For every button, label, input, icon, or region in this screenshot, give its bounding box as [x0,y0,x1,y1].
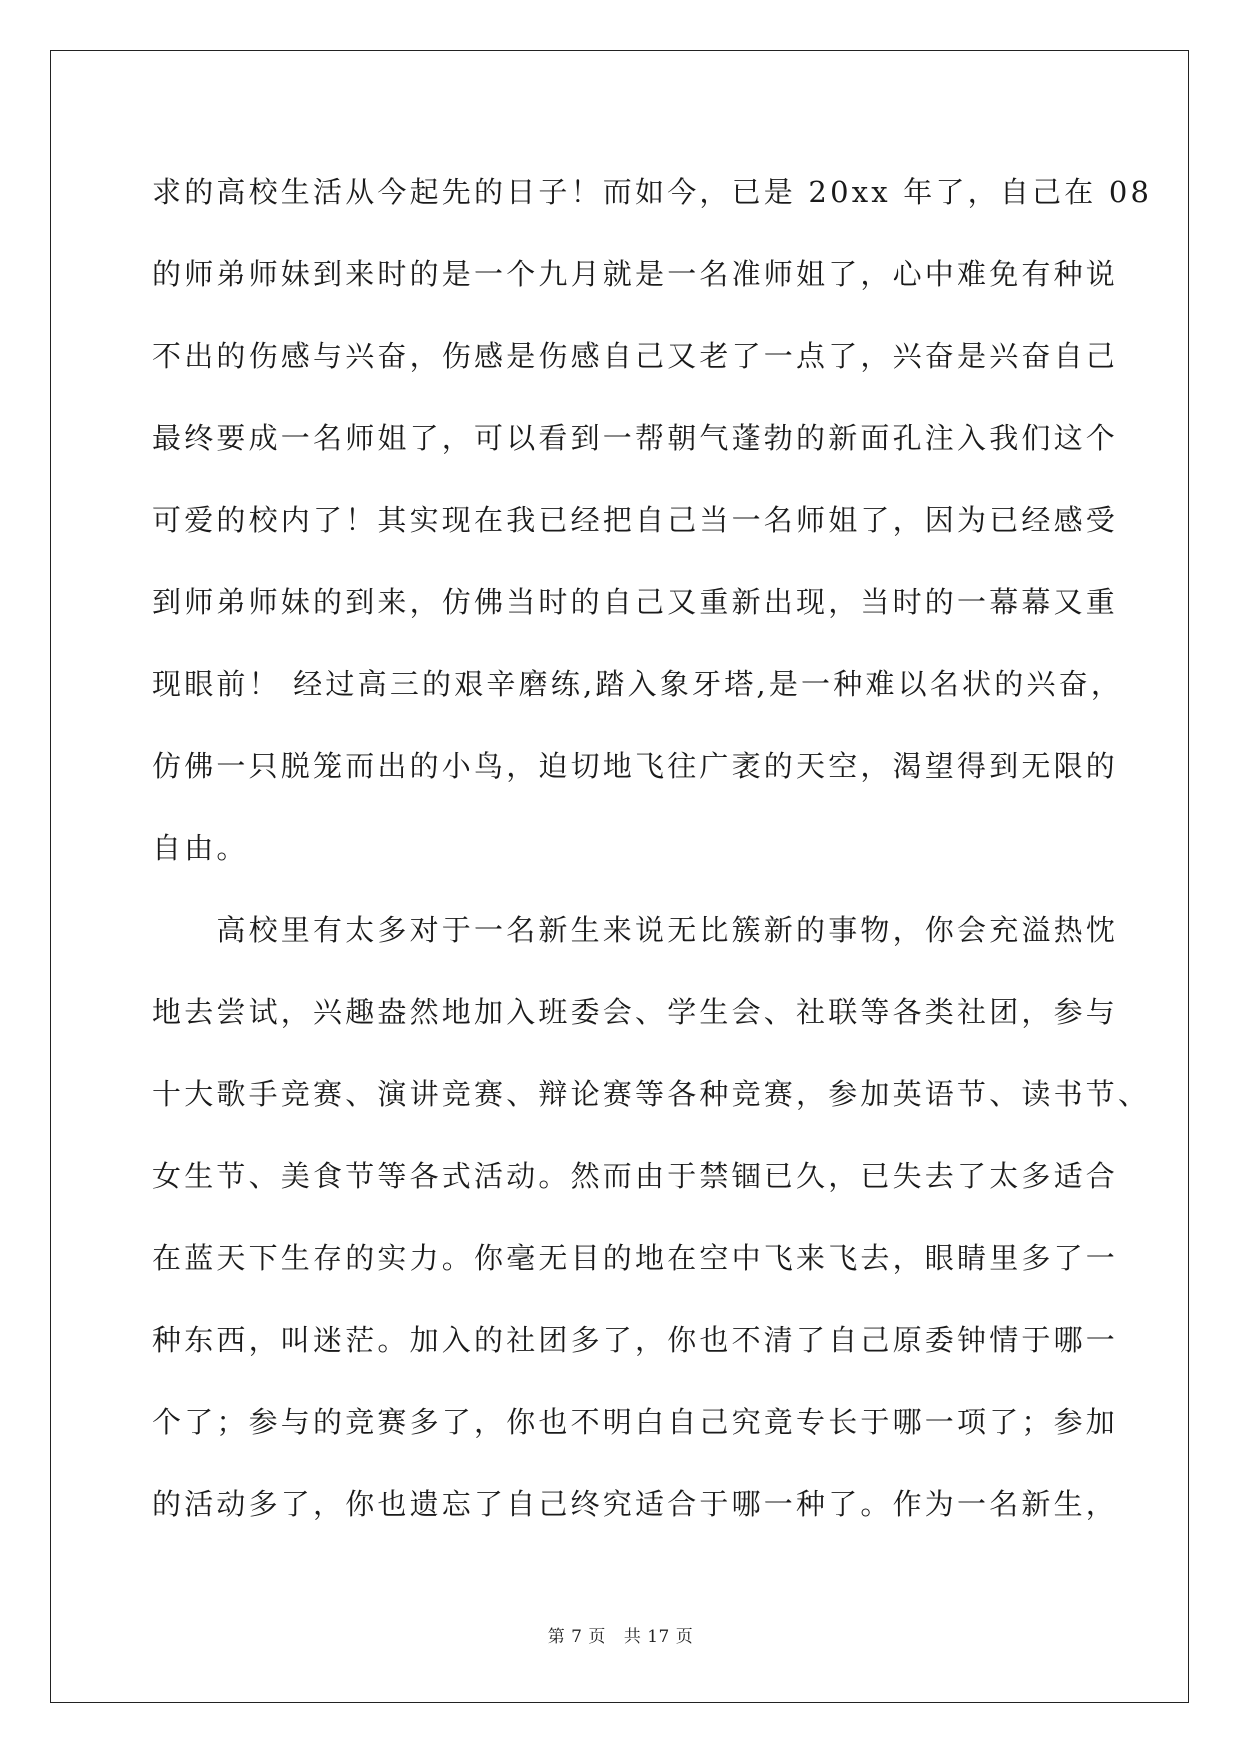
text-line: 求的高校生活从今起先的日子！而如今，已是 20xx 年了，自己在 08 [152,175,1153,209]
text-line: 女生节、美食节等各式活动。然而由于禁锢已久，已失去了太多适合 [152,1159,1119,1193]
text-line: 可爱的校内了！其实现在我已经把自己当一名师姐了，因为已经感受 [152,503,1119,537]
page-footer [0,1622,1241,1647]
text-line: 高校里有太多对于一名新生来说无比簇新的事物，你会充溢热忱 [152,913,1119,947]
text-line: 地去尝试，兴趣盎然地加入班委会、学生会、社联等各类社团，参与 [152,995,1119,1029]
document-body [152,162,1153,1556]
text-line: 在蓝天下生存的实力。你毫无目的地在空中飞来飞去，眼睛里多了一 [152,1241,1119,1275]
page-number-current: 第 7 页 [547,1627,606,1647]
text-line: 种东西，叫迷茫。加入的社团多了，你也不清了自己原委钟情于哪一 [152,1323,1119,1357]
text-line: 仿佛一只脱笼而出的小鸟，迫切地飞往广袤的天空，渴望得到无限的 [152,749,1119,783]
text-line: 不出的伤感与兴奋，伤感是伤感自己又老了一点了，兴奋是兴奋自己 [152,339,1119,373]
page-number-total: 共 17 页 [623,1627,694,1647]
text-line: 到师弟师妹的到来，仿佛当时的自己又重新出现，当时的一幕幕又重 [152,585,1119,619]
text-line: 十大歌手竞赛、演讲竞赛、辩论赛等各种竞赛，参加英语节、读书节、 [152,1077,1151,1111]
text-line: 个了；参与的竞赛多了，你也不明白自己究竟专长于哪一项了；参加 [152,1405,1119,1439]
text-line: 自由。 [152,831,249,865]
text-line: 现眼前！ 经过高三的艰辛磨练,踏入象牙塔,是一种难以名状的兴奋， [152,667,1124,701]
text-line: 的师弟师妹到来时的是一个九月就是一名准师姐了，心中难免有种说 [152,257,1119,291]
text-line: 最终要成一名师姐了，可以看到一帮朝气蓬勃的新面孔注入我们这个 [152,421,1119,455]
text-line: 的活动多了，你也遗忘了自己终究适合于哪一种了。作为一名新生， [152,1487,1119,1521]
